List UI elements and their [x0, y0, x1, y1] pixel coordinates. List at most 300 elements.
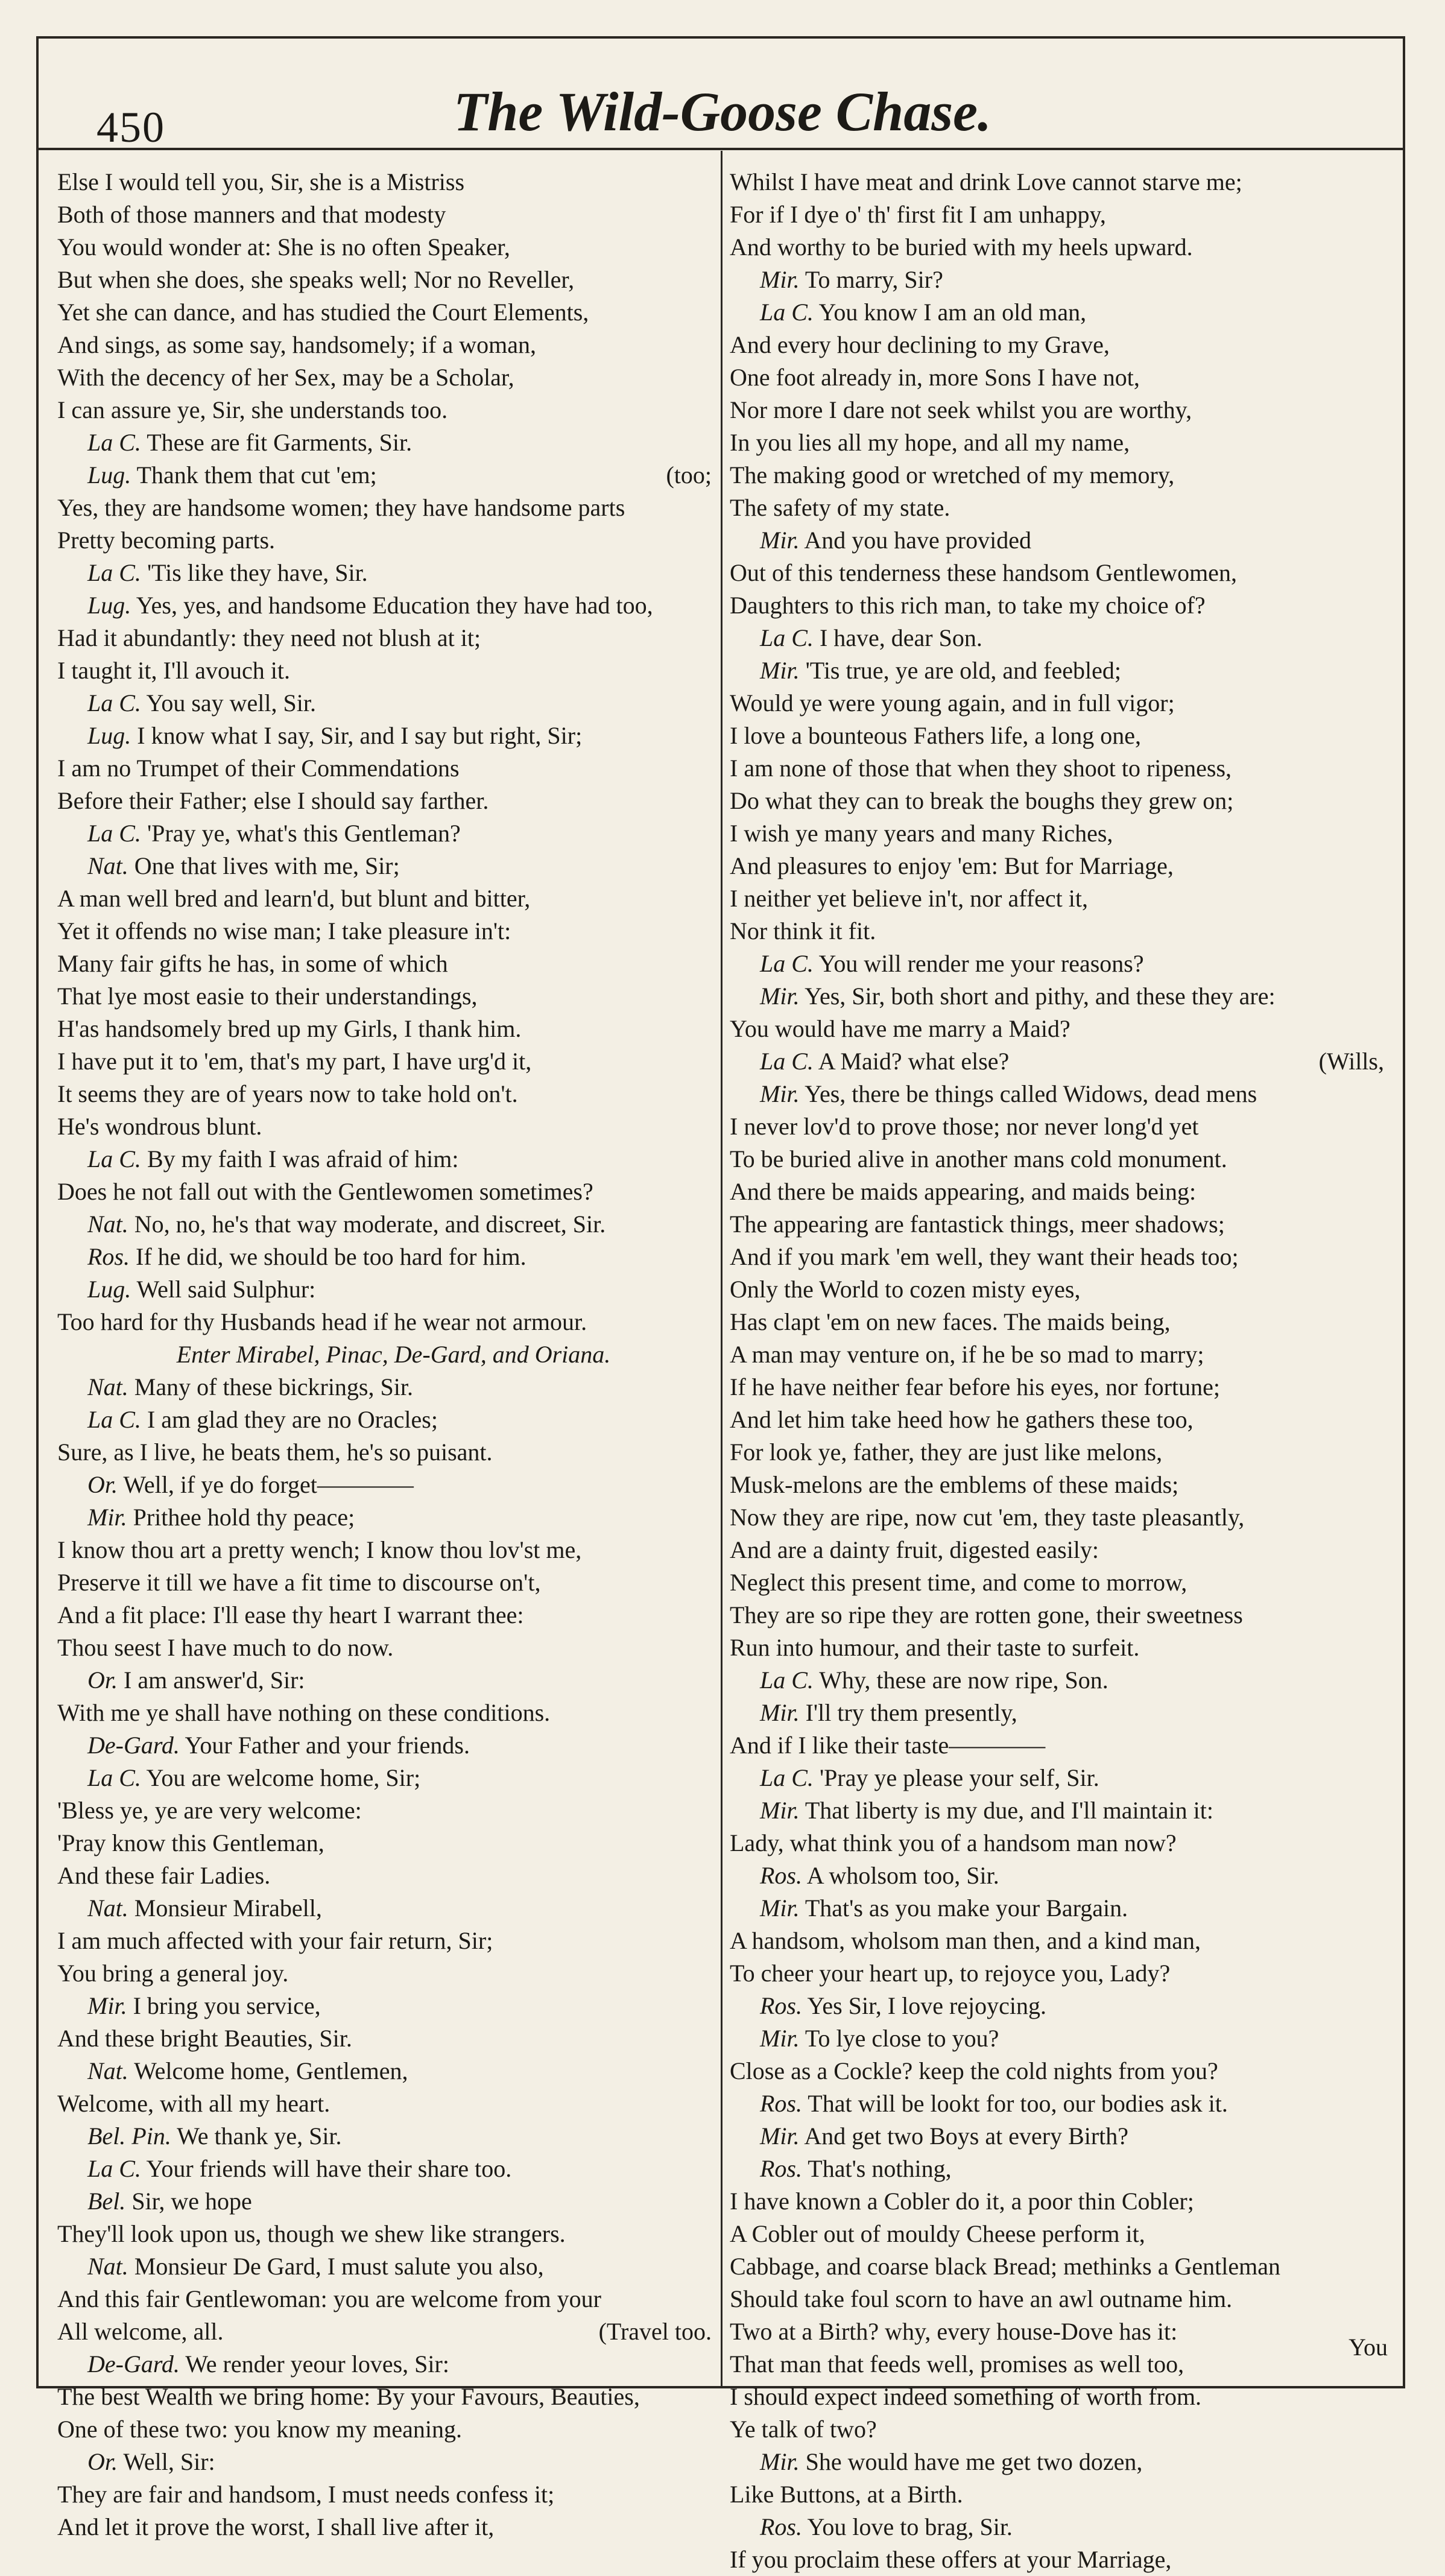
speaker-name: Nat. [87, 2057, 128, 2084]
line-text: If he did, we should be too hard for him. [136, 1243, 526, 1270]
line-text: I have put it to 'em, that's my part, I have urg'd it, [57, 1048, 532, 1075]
line-text: Should take foul scorn to have an awl outname him. [730, 2285, 1233, 2312]
line-text: For if I dye o' th' first fit I am unhappy, [730, 201, 1106, 228]
line-text: She would have me get two dozen, [805, 2448, 1143, 2475]
stage-direction: Enter Mirabel, Pinac, De-Gard, and Oriana. [176, 1341, 611, 1368]
line-text: Daughters to this rich man, to take my choice of? [730, 592, 1206, 619]
speaker-name: Mir. [760, 1797, 800, 1824]
line-text: Many of these bickrings, Sir. [134, 1373, 413, 1400]
verse-line [57, 589, 712, 622]
speaker-name: Mir. [760, 1080, 800, 1107]
line-text: You bring a general joy. [57, 1960, 289, 1987]
verse-line [730, 492, 1384, 524]
verse-line [57, 622, 712, 654]
verse-line [57, 654, 712, 687]
line-text: To lye close to you? [805, 2025, 999, 2052]
line-text: If you proclaim these offers at your Marriage, [730, 2546, 1172, 2573]
speaker-name: Ros. [760, 2155, 802, 2182]
speaker-name: La C. [87, 1145, 141, 1172]
verse-line [57, 1566, 712, 1599]
verse-line [730, 654, 1384, 687]
speaker-name: Mir. [760, 2025, 800, 2052]
line-text: To marry, Sir? [805, 266, 943, 293]
line-text: Well said Sulphur: [136, 1276, 316, 1303]
verse-line [730, 1925, 1384, 1957]
line-text: One of these two: you know my meaning. [57, 2416, 462, 2443]
line-text: A handsom, wholsom man then, and a kind man, [730, 1927, 1201, 1954]
speaker-name: Nat. [87, 1210, 128, 1238]
verse-line [730, 1990, 1384, 2022]
verse-line [57, 1404, 712, 1436]
verse-line [57, 980, 712, 1013]
line-text: Yes, they are handsome women; they have handsome parts [57, 494, 625, 521]
line-text: They are fair and handsom, I must needs confess it; [57, 2481, 555, 2508]
verse-line [57, 720, 712, 752]
line-text: That's as you make your Bargain. [805, 1894, 1128, 1922]
line-text: Before their Father; else I should say farther. [57, 787, 489, 814]
line-text: Yes Sir, I love rejoycing. [807, 1992, 1047, 2019]
line-text: I love a bounteous Fathers life, a long one, [730, 722, 1142, 749]
line-text: Your Father and your friends. [185, 1732, 470, 1759]
speaker-name: Lug. [87, 592, 131, 619]
line-text: These are fit Garments, Sir. [147, 429, 413, 456]
line-text: Whilst I have meat and drink Love cannot starve me; [730, 168, 1242, 195]
line-text: Thou seest I have much to do now. [57, 1634, 394, 1661]
line-text: Sir, we hope [131, 2188, 252, 2215]
line-text: That's nothing, [808, 2155, 952, 2182]
line-text: You love to brag, Sir. [807, 2513, 1013, 2540]
line-text: If he have neither fear before his eyes, nor fortune; [730, 1373, 1220, 1400]
verse-line [57, 1469, 712, 1501]
verse-line [57, 1762, 712, 1794]
line-text: A wholsom too, Sir. [806, 1862, 999, 1889]
line-text: Neglect this present time, and come to morrow, [730, 1569, 1187, 1596]
verse-line [730, 1013, 1384, 1045]
line-text: Yet it offends no wise man; I take pleasure in't: [57, 917, 511, 945]
verse-line [730, 1371, 1384, 1404]
speaker-name: La C. [87, 429, 141, 456]
speaker-name: Mir. [87, 1504, 127, 1531]
speaker-name: La C. [760, 299, 814, 326]
line-text: I am answer'd, Sir: [124, 1666, 305, 1694]
line-text: I should expect indeed something of worth from. [730, 2383, 1202, 2410]
line-text: 'Tis true, ye are old, and feebled; [805, 657, 1121, 684]
line-text: Monsieur Mirabell, [134, 1894, 322, 1922]
verse-line [730, 1859, 1384, 1892]
line-text: Both of those manners and that modesty [57, 201, 446, 228]
line-text: Close as a Cockle? keep the cold nights from you? [730, 2057, 1218, 2084]
verse-line [730, 1892, 1384, 1925]
line-text: We thank ye, Sir. [177, 2122, 342, 2150]
line-text: Run into humour, and their taste to surfeit. [730, 1634, 1140, 1661]
line-text: It seems they are of years now to take hold on't. [57, 1080, 518, 1107]
speaker-name: Mir. [87, 1992, 127, 2019]
verse-line [730, 915, 1384, 948]
line-text: You know I am an old man, [818, 299, 1087, 326]
line-text: I neither yet believe in't, nor affect it, [730, 885, 1089, 912]
speaker-name: Ros. [760, 1862, 802, 1889]
header-rule [36, 148, 1405, 150]
verse-line [57, 2120, 712, 2153]
speaker-name: La C. [87, 689, 141, 717]
verse-line [730, 2087, 1384, 2120]
verse-line [730, 2120, 1384, 2153]
verse-line [57, 524, 712, 557]
speaker-name: La C. [87, 2155, 141, 2182]
verse-line [57, 1045, 712, 1078]
line-text: I bring you service, [133, 1992, 321, 2019]
line-text: And if you mark 'em well, they want their heads too; [730, 1243, 1239, 1270]
line-text: 'Pray ye, what's this Gentleman? [147, 820, 461, 847]
verse-line [57, 1957, 712, 1990]
verse-line [57, 1273, 712, 1306]
speaker-name: Ros. [760, 1992, 802, 2019]
verse-line [57, 2446, 712, 2478]
line-text: Had it abundantly: they need not blush at it; [57, 624, 481, 651]
line-text: One that lives with me, Sir; [134, 852, 400, 879]
line-text: Prithee hold thy peace; [133, 1504, 355, 1531]
line-text: That man that feeds well, promises as well too, [730, 2350, 1184, 2378]
line-text: 'Pray ye please your self, Sir. [819, 1764, 1099, 1791]
line-text: You would have me marry a Maid? [730, 1015, 1070, 1042]
line-text: Would ye were young again, and in full vigor; [730, 689, 1175, 717]
line-text: Only the World to cozen misty eyes, [730, 1276, 1081, 1303]
speaker-name: Ros. [760, 2090, 802, 2117]
speaker-name: La C. [760, 950, 814, 977]
speaker-name: La C. [87, 1406, 141, 1433]
verse-line [730, 1729, 1384, 1762]
verse-line [57, 1664, 712, 1697]
line-text: Ye talk of two? [730, 2416, 877, 2443]
line-text: I taught it, I'll avouch it. [57, 657, 291, 684]
verse-line [730, 394, 1384, 426]
line-text: And sings, as some say, handsomely; if a woman, [57, 331, 536, 358]
right-column [730, 166, 1384, 2576]
verse-line [730, 1534, 1384, 1566]
verse-line [57, 2381, 712, 2413]
line-text: I know what I say, Sir, and I say but right, Sir; [137, 722, 583, 749]
verse-line [57, 1501, 712, 1534]
verse-line [57, 1371, 712, 1404]
speaker-name: Mir. [760, 2122, 800, 2150]
verse-line [57, 1729, 712, 1762]
verse-line [57, 2087, 712, 2120]
verse-line [57, 1892, 712, 1925]
line-text: One foot already in, more Sons I have not, [730, 364, 1140, 391]
line-text: Sure, as I live, he beats them, he's so puisant. [57, 1438, 493, 1466]
speaker-name: Or. [87, 1666, 118, 1694]
speaker-name: Lug. [87, 1276, 131, 1303]
verse-line [730, 1501, 1384, 1534]
line-text: I know thou art a pretty wench; I know thou lov'st me, [57, 1536, 582, 1563]
speaker-name: Or. [87, 1471, 118, 1498]
verse-line [730, 2446, 1384, 2478]
verse-line [730, 2022, 1384, 2055]
speaker-name: Lug. [87, 722, 131, 749]
line-text: Preserve it till we have a fit time to discourse on't, [57, 1569, 541, 1596]
verse-line [730, 2283, 1384, 2315]
line-text: Welcome home, Gentlemen, [134, 2057, 408, 2084]
line-text: And a fit place: I'll ease thy heart I warrant thee: [57, 1601, 524, 1628]
verse-line [730, 264, 1384, 296]
line-text: But when she does, she speaks well; Nor no Reveller, [57, 266, 575, 293]
speaker-name: Mir. [760, 657, 800, 684]
verse-line [57, 2153, 712, 2185]
verse-line [57, 1631, 712, 1664]
verse-line [57, 2413, 712, 2446]
verse-line [730, 1404, 1384, 1436]
verse-line [730, 231, 1384, 264]
verse-line [57, 2250, 712, 2283]
line-text: That lye most easie to their understandings, [57, 983, 478, 1010]
line-text: A Cobler out of mouldy Cheese perform it, [730, 2220, 1145, 2247]
line-text: I am none of those that when they shoot to ripeness, [730, 755, 1232, 782]
line-text: Yes, there be things called Widows, dead mens [805, 1080, 1257, 1107]
page-number: 450 [96, 103, 165, 151]
verse-line [730, 1794, 1384, 1827]
verse-line [730, 589, 1384, 622]
line-text: Nor more I dare not seek whilst you are worthy, [730, 396, 1192, 423]
turnover-text: (Travel too. [598, 2318, 712, 2345]
verse-line [57, 948, 712, 980]
verse-line [57, 1599, 712, 1631]
line-text: And get two Boys at every Birth? [804, 2122, 1129, 2150]
line-text: A Maid? what else? [818, 1048, 1010, 1075]
verse-line [730, 1827, 1384, 1859]
verse-line [57, 426, 712, 459]
line-text: Two at a Birth? why, every house-Dove has it: [730, 2318, 1178, 2345]
speaker-name: La C. [760, 1048, 814, 1075]
verse-line [57, 329, 712, 361]
left-column [57, 166, 712, 2543]
line-text: I can assure ye, Sir, she understands too. [57, 396, 448, 423]
line-text: They'll look upon us, though we shew like strangers. [57, 2220, 566, 2247]
verse-line [57, 817, 712, 850]
verse-line [730, 1208, 1384, 1241]
verse-line [57, 1990, 712, 2022]
verse-line [730, 1957, 1384, 1990]
verse-line [730, 1697, 1384, 1729]
verse-line [730, 1664, 1384, 1697]
speaker-name: Ros. [87, 1243, 130, 1270]
verse-line [57, 1306, 712, 1338]
line-text: In you lies all my hope, and all my name, [730, 429, 1130, 456]
line-text: Too hard for thy Husbands head if he wear not armour. [57, 1308, 587, 1335]
speaker-name: Nat. [87, 2253, 128, 2280]
speaker-name: La C. [760, 1764, 814, 1791]
speaker-name: Nat. [87, 1894, 128, 1922]
line-text: To be buried alive in another mans cold monument. [730, 1145, 1227, 1172]
line-text: 'Bless ye, ye are very welcome: [57, 1797, 362, 1824]
line-text: And there be maids appearing, and maids being: [730, 1178, 1197, 1205]
line-text: You will render me your reasons? [818, 950, 1144, 977]
line-text: Else I would tell you, Sir, she is a Mistriss [57, 168, 465, 195]
line-text: 'Pray know this Gentleman, [57, 1829, 324, 1856]
line-text: A man well bred and learn'd, but blunt and bitter, [57, 885, 531, 912]
line-text: Pretty becoming parts. [57, 527, 276, 554]
verse-line [730, 622, 1384, 654]
line-text: Do what they can to break the boughs they grew on; [730, 787, 1234, 814]
verse-line [730, 2413, 1384, 2446]
speaker-name: Mir. [760, 1894, 800, 1922]
verse-line [57, 1143, 712, 1176]
line-text: With me ye shall have nothing on these conditions. [57, 1699, 551, 1726]
verse-line [57, 296, 712, 329]
line-text: No, no, he's that way moderate, and discreet, Sir. [134, 1210, 606, 1238]
verse-line [57, 459, 712, 492]
line-text: I am no Trumpet of their Commendations [57, 755, 460, 782]
verse-line [730, 557, 1384, 589]
line-text: 'Tis like they have, Sir. [147, 559, 368, 586]
verse-line [57, 2055, 712, 2087]
verse-line [730, 752, 1384, 785]
speaker-name: La C. [87, 1764, 141, 1791]
verse-line [730, 2478, 1384, 2511]
verse-line [730, 1762, 1384, 1794]
speaker-name: Ros. [760, 2513, 802, 2540]
speaker-name: Nat. [87, 1373, 128, 1400]
verse-line [730, 166, 1384, 198]
verse-line [57, 1436, 712, 1469]
speaker-name: Mir. [760, 1699, 800, 1726]
verse-line [57, 231, 712, 264]
line-text: And pleasures to enjoy 'em: But for Marriage, [730, 852, 1174, 879]
verse-line [57, 2185, 712, 2218]
verse-line [730, 1599, 1384, 1631]
verse-line [57, 1078, 712, 1110]
verse-line [730, 426, 1384, 459]
line-text: He's wondrous blunt. [57, 1113, 262, 1140]
verse-line [730, 2055, 1384, 2087]
line-text: The best Wealth we bring home: By your Favours, Beauties, [57, 2383, 640, 2410]
verse-line [57, 882, 712, 915]
verse-line [730, 2185, 1384, 2218]
line-text: The making good or wretched of my memory, [730, 461, 1175, 489]
speaker-name: La C. [760, 624, 814, 651]
column-divider [721, 151, 722, 2388]
verse-line [57, 492, 712, 524]
verse-line [57, 557, 712, 589]
line-text: I'll try them presently, [805, 1699, 1017, 1726]
verse-line [730, 785, 1384, 817]
verse-line [730, 1078, 1384, 1110]
verse-line [57, 687, 712, 720]
line-text: Thank them that cut 'em; [136, 461, 377, 489]
verse-line [57, 1013, 712, 1045]
line-text: Has clapt 'em on new faces. The maids being, [730, 1308, 1171, 1335]
line-text: Does he not fall out with the Gentlewomen sometimes? [57, 1178, 593, 1205]
verse-line [730, 687, 1384, 720]
line-text: Musk-melons are the emblems of these maids; [730, 1471, 1179, 1498]
line-text: You would wonder at: She is no often Speaker, [57, 233, 510, 261]
catchword: You [1349, 2334, 1388, 2361]
speaker-name: La C. [87, 820, 141, 847]
line-text: Monsieur De Gard, I must salute you also, [134, 2253, 544, 2280]
line-text: That liberty is my due, and I'll maintain it: [805, 1797, 1213, 1824]
verse-line [730, 459, 1384, 492]
verse-line [57, 2478, 712, 2511]
verse-line [57, 2315, 712, 2348]
verse-line [57, 1241, 712, 1273]
verse-line [57, 2511, 712, 2543]
verse-line [57, 1925, 712, 1957]
speaker-name: Mir. [760, 983, 800, 1010]
line-text: H'as handsomely bred up my Girls, I thank him. [57, 1015, 522, 1042]
line-text: Nor think it fit. [730, 917, 876, 945]
line-text: Yes, yes, and handsome Education they have had too, [136, 592, 653, 619]
verse-line [730, 1273, 1384, 1306]
line-text: And let it prove the worst, I shall live after it, [57, 2513, 495, 2540]
verse-line [57, 1859, 712, 1892]
verse-line [57, 2283, 712, 2315]
verse-line [730, 980, 1384, 1013]
verse-line [57, 785, 712, 817]
verse-line [57, 198, 712, 231]
speaker-name: De-Gard. [87, 2350, 180, 2378]
verse-line [730, 2381, 1384, 2413]
verse-line [730, 296, 1384, 329]
speaker-name: Or. [87, 2448, 118, 2475]
line-text: I have known a Cobler do it, a poor thin Cobler; [730, 2188, 1194, 2215]
verse-line [730, 2511, 1384, 2543]
line-text: Why, these are now ripe, Son. [819, 1666, 1108, 1694]
line-text: And every hour declining to my Grave, [730, 331, 1110, 358]
line-text: I am glad they are no Oracles; [147, 1406, 438, 1433]
line-text: All welcome, all. [57, 2318, 224, 2345]
verse-line [57, 850, 712, 882]
verse-line [730, 1338, 1384, 1371]
verse-line [730, 2315, 1384, 2348]
verse-line [57, 2218, 712, 2250]
line-text: And are a dainty fruit, digested easily: [730, 1536, 1099, 1563]
verse-line [730, 2218, 1384, 2250]
speaker-name: La C. [760, 1666, 814, 1694]
line-text: Lady, what think you of a handsom man now? [730, 1829, 1177, 1856]
running-title: The Wild-Goose Chase. [454, 81, 991, 142]
verse-line [730, 198, 1384, 231]
verse-line [730, 2543, 1384, 2576]
verse-line [57, 166, 712, 198]
verse-line [730, 2250, 1384, 2283]
speaker-name: Bel. Pin. [87, 2122, 171, 2150]
verse-line [730, 1241, 1384, 1273]
verse-line [730, 1469, 1384, 1501]
line-text: And let him take heed how he gathers these too, [730, 1406, 1194, 1433]
verse-line [730, 1045, 1384, 1078]
speaker-name: Nat. [87, 852, 128, 879]
line-text: We render yeour loves, Sir: [185, 2350, 449, 2378]
turnover-text: (too; [666, 461, 712, 489]
verse-line [57, 361, 712, 394]
line-text: You say well, Sir. [146, 689, 316, 717]
line-text: I am much affected with your fair return, Sir; [57, 1927, 493, 1954]
verse-line [57, 1697, 712, 1729]
line-text: And these bright Beauties, Sir. [57, 2025, 352, 2052]
verse-line [57, 752, 712, 785]
line-text: A man may venture on, if he be so mad to marry; [730, 1341, 1204, 1368]
line-text: By my faith I was afraid of him: [147, 1145, 459, 1172]
line-text: I have, dear Son. [819, 624, 982, 651]
line-text: Well, Sir: [123, 2448, 215, 2475]
line-text: Now they are ripe, now cut 'em, they taste pleasantly, [730, 1504, 1245, 1531]
line-text: Well, if ye do forget———— [123, 1471, 414, 1498]
verse-line [57, 1827, 712, 1859]
speaker-name: De-Gard. [87, 1732, 180, 1759]
verse-line [57, 2348, 712, 2381]
verse-line [57, 264, 712, 296]
verse-line [57, 2022, 712, 2055]
line-text: With the decency of her Sex, may be a Scholar, [57, 364, 514, 391]
